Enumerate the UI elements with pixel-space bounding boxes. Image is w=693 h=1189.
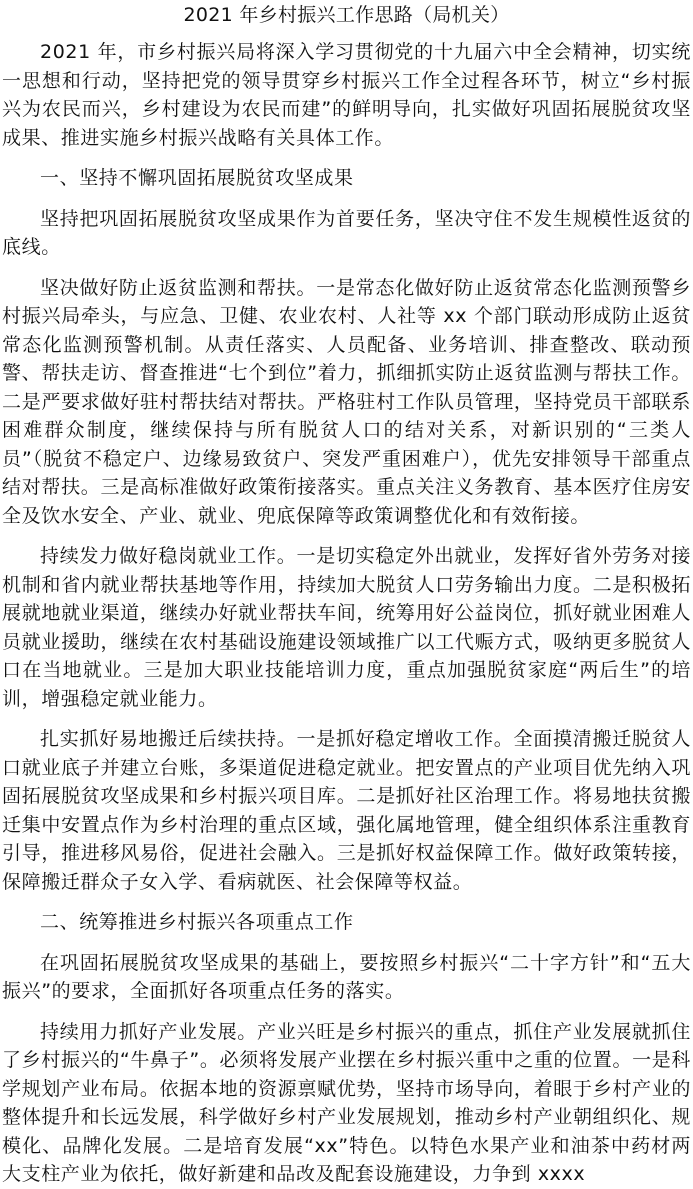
section-1-paragraph-3: 持续发力做好稳岗就业工作。一是切实稳定外出就业，发挥好省外劳务对接机制和省内就业帮扶基地等作用，持续加大脱贫人口劳务输出力度。二是积极拓展就地就业渠道，继续办好就业帮扶车间，统筹用好公益岗位，抓好就业困难人员就业援助，继续在农村基础设施建设领域推广以工代赈方式，吸纳更多脱贫人口在当地就业。三是加大职业技能培训力度，重点加强脱贫家庭“两后生”的培训，增强稳定就业能力。 bbox=[2, 545, 691, 710]
intro-paragraph: 2021 年，市乡村振兴局将深入学习贯彻党的十九届六中全会精神，切实统一思想和行动，坚持把党的领导贯穿乡村振兴工作全过程各环节，树立“乡村振兴为农民而兴，乡村建设为农民而建”的鲜明导向，扎实做好巩固拓展脱贫攻坚成果、推进实施乡村振兴战略有关具体工作。 bbox=[2, 41, 691, 149]
section-1-paragraph-4: 扎实抓好易地搬迁后续扶持。一是抓好稳定增收工作。全面摸清搬迁脱贫人口就业底子并建立台账，多渠道促进稳定就业。把安置点的产业项目优先纳入巩固拓展脱贫攻坚成果和乡村振兴项目库。二是抓好社区治理工作。将易地扶贫搬迁集中安置点作为乡村治理的重点区域，强化属地管理，健全组织体系注重教育引导，推进移风易俗，促进社会融入。三是抓好权益保障工作。做好政策转接，保障搬迁群众子女入学、看病就医、社会保障等权益。 bbox=[2, 728, 691, 893]
section-2-paragraph-1: 在巩固拓展脱贫攻坚成果的基础上，要按照乡村振兴“二十字方针”和“五大振兴”的要求，全面抓好各项重点任务的落实。 bbox=[2, 951, 691, 1002]
section-1-paragraph-2: 坚决做好防止返贫监测和帮扶。一是常态化做好防止返贫常态化监测预警乡村振兴局牵头，与应急、卫健、农业农村、人社等 xx 个部门联动形成防止返贫常态化监测预警机制。从责任落实、人员配备、业务培训、排查整改、联动预警、帮扶走访、督查推进“七个到位”着力，抓细抓实防止返贫监测与帮扶工作。二是严要求做好驻村帮扶结对帮扶。严格驻村工作队员管理，坚持党员干部联系困难群众制度，继续保持与所有脱贫人口的结对关系，对新识别的“三类人员”（脱贫不稳定户、边缘易致贫户、突发严重困难户），优先安排领导干部重点结对帮扶。三是高标准做好政策衔接落实。重点关注义务教育、基本医疗住房安全及饮水安全、产业、就业、兜底保障等政策调整优化和有效衔接。 bbox=[2, 276, 691, 527]
section-heading-2: 二、统筹推进乡村振兴各项重点工作 bbox=[40, 911, 354, 933]
section-heading-1: 一、坚持不懈巩固拓展脱贫攻坚成果 bbox=[40, 167, 354, 189]
section-1-paragraph-1: 坚持把巩固拓展脱贫攻坚成果作为首要任务，坚决守住不发生规模性返贫的底线。 bbox=[2, 207, 691, 258]
section-2-paragraph-2: 持续用力抓好产业发展。产业兴旺是乡村振兴的重点，抓住产业发展就抓住了乡村振兴的“牛鼻子”。必须将发展产业摆在乡村振兴重中之重的位置。一是科学规划产业布局。依据本地的资源禀赋优势，坚持市场导向，着眼于乡村产业的整体提升和长远发展，科学做好乡村产业发展规划，推动乡村产业朝组织化、规模化、品牌化发展。二是培育发展“xx”特色。以特色水果产业和油茶中药材两大支柱产业为依托，做好新建和品改及配套设施建设，力争到 xxxx bbox=[2, 1020, 691, 1185]
document-title: 2021 年乡村振兴工作思路（局机关） bbox=[183, 4, 510, 26]
